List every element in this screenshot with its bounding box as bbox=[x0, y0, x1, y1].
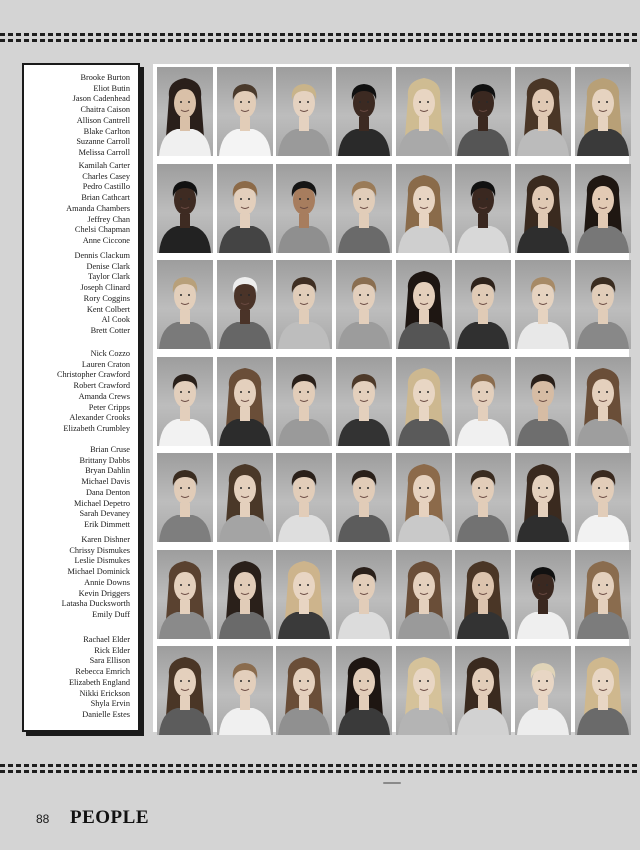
student-name: Charles Casey bbox=[82, 171, 130, 181]
film-strip-top-border bbox=[0, 33, 640, 42]
name-group bbox=[28, 635, 130, 721]
student-name: Brittany Dabbs bbox=[79, 455, 130, 465]
student-portrait bbox=[217, 550, 273, 639]
student-name: Kamilah Carter bbox=[78, 161, 130, 170]
student-portrait bbox=[396, 357, 452, 446]
film-strip-bottom-border bbox=[0, 764, 640, 773]
student-name: Joseph Clinard bbox=[80, 283, 130, 293]
student-name: Rachael Elder bbox=[83, 635, 130, 644]
student-portrait bbox=[217, 164, 273, 253]
student-portrait bbox=[396, 260, 452, 349]
student-portrait bbox=[276, 646, 332, 735]
student-portrait bbox=[336, 164, 392, 253]
student-portrait-grid bbox=[153, 64, 629, 732]
student-portrait bbox=[276, 260, 332, 349]
student-names-panel bbox=[22, 63, 140, 732]
student-portrait bbox=[276, 67, 332, 156]
student-portrait bbox=[217, 646, 273, 735]
student-name: Peter Cripps bbox=[88, 402, 130, 412]
student-portrait bbox=[515, 67, 571, 156]
student-name: Annie Downs bbox=[84, 577, 130, 587]
student-name: Emily Duff bbox=[92, 609, 130, 619]
student-name: Chelsi Chapman bbox=[74, 225, 130, 235]
student-name: Brett Cotter bbox=[90, 325, 130, 335]
student-portrait bbox=[575, 260, 631, 349]
student-portrait bbox=[217, 453, 273, 542]
student-name: Suzanne Carroll bbox=[76, 137, 130, 147]
student-name: Bryan Dahlin bbox=[85, 466, 130, 476]
student-portrait bbox=[336, 453, 392, 542]
student-name: Latasha Ducksworth bbox=[61, 599, 130, 609]
student-name: Sara Ellison bbox=[89, 656, 130, 666]
student-name: Robert Crawford bbox=[73, 381, 130, 391]
student-portrait bbox=[396, 164, 452, 253]
student-portrait bbox=[157, 646, 213, 735]
student-portrait bbox=[396, 550, 452, 639]
student-portrait bbox=[515, 550, 571, 639]
student-portrait bbox=[276, 453, 332, 542]
student-portrait bbox=[336, 357, 392, 446]
name-group bbox=[28, 73, 130, 159]
student-name: Eliot Butin bbox=[93, 83, 130, 93]
section-title: PEOPLE bbox=[70, 807, 150, 828]
student-portrait bbox=[157, 550, 213, 639]
student-name: Al Cook bbox=[101, 315, 130, 325]
student-portrait bbox=[455, 260, 511, 349]
student-portrait bbox=[336, 550, 392, 639]
student-portrait bbox=[455, 646, 511, 735]
name-group bbox=[28, 251, 130, 337]
student-portrait bbox=[217, 357, 273, 446]
student-portrait bbox=[455, 164, 511, 253]
student-name: Amanda Crews bbox=[78, 391, 130, 401]
student-portrait bbox=[157, 357, 213, 446]
student-name: Brooke Burton bbox=[80, 73, 130, 82]
student-name: Elizabeth England bbox=[68, 677, 130, 687]
student-name: Michael Davis bbox=[81, 477, 130, 487]
student-name: Pedro Castillo bbox=[82, 182, 130, 192]
student-name: Brian Cruse bbox=[90, 445, 130, 454]
student-portrait bbox=[217, 260, 273, 349]
student-name: Chaitra Caison bbox=[80, 105, 130, 115]
student-name: Leslie Dismukes bbox=[74, 556, 130, 566]
student-name: Jeffrey Chan bbox=[87, 214, 130, 224]
student-portrait bbox=[157, 164, 213, 253]
student-portrait bbox=[575, 453, 631, 542]
print-speck bbox=[383, 782, 401, 784]
student-portrait bbox=[396, 646, 452, 735]
student-name: Michael Dominick bbox=[67, 567, 130, 577]
student-name: Dennis Clackum bbox=[74, 251, 130, 260]
student-name: Dana Denton bbox=[85, 487, 130, 497]
student-portrait bbox=[575, 646, 631, 735]
student-portrait bbox=[515, 260, 571, 349]
student-portrait bbox=[455, 550, 511, 639]
student-name: Elizabeth Crumbley bbox=[63, 423, 130, 433]
student-portrait bbox=[336, 67, 392, 156]
student-portrait bbox=[515, 164, 571, 253]
student-portrait bbox=[217, 67, 273, 156]
student-name: Karen Dishner bbox=[81, 535, 130, 544]
student-name: Michael Depetro bbox=[74, 498, 130, 508]
student-name: Rick Elder bbox=[94, 645, 130, 655]
student-name: Danielle Estes bbox=[82, 709, 130, 719]
name-group bbox=[28, 161, 130, 247]
student-portrait bbox=[515, 646, 571, 735]
student-name: Alexander Crooks bbox=[69, 413, 130, 423]
student-portrait bbox=[276, 550, 332, 639]
student-portrait bbox=[515, 453, 571, 542]
page-number: 88 bbox=[36, 812, 50, 826]
student-name: Denise Clark bbox=[86, 261, 130, 271]
student-portrait bbox=[276, 357, 332, 446]
student-portrait bbox=[396, 453, 452, 542]
name-group bbox=[28, 535, 130, 621]
student-name: Brian Cathcart bbox=[81, 193, 130, 203]
student-name: Erik Dimmett bbox=[84, 519, 130, 529]
student-portrait bbox=[455, 67, 511, 156]
student-name: Taylor Clark bbox=[87, 272, 130, 282]
student-name: Allison Cantrell bbox=[76, 115, 130, 125]
student-name: Amanda Chambers bbox=[66, 203, 130, 213]
student-name: Kevin Driggers bbox=[78, 588, 130, 598]
student-name: Rory Coggins bbox=[83, 293, 130, 303]
student-portrait bbox=[575, 550, 631, 639]
student-portrait bbox=[575, 357, 631, 446]
student-name: Jason Cadenhead bbox=[72, 94, 130, 104]
student-portrait bbox=[575, 164, 631, 253]
student-portrait bbox=[396, 67, 452, 156]
student-portrait bbox=[575, 67, 631, 156]
student-name: Rebecca Emrich bbox=[75, 667, 130, 677]
student-portrait bbox=[455, 453, 511, 542]
student-name: Sarah Devaney bbox=[79, 509, 130, 519]
student-portrait bbox=[276, 164, 332, 253]
student-name: Anne Ciccone bbox=[82, 235, 130, 245]
student-name: Nick Cozzo bbox=[90, 349, 130, 358]
student-name: Kent Colbert bbox=[86, 304, 130, 314]
name-group bbox=[28, 445, 130, 531]
student-name: Blake Carlton bbox=[83, 126, 130, 136]
student-portrait bbox=[157, 260, 213, 349]
student-name: Lauren Craton bbox=[81, 359, 130, 369]
student-name: Christopher Crawford bbox=[56, 370, 130, 380]
student-name: Nikki Erickson bbox=[79, 688, 130, 698]
student-portrait bbox=[157, 453, 213, 542]
student-name: Chrissy Dismukes bbox=[69, 545, 130, 555]
student-portrait bbox=[515, 357, 571, 446]
student-name: Shyla Ervin bbox=[90, 699, 130, 709]
student-portrait bbox=[157, 67, 213, 156]
student-portrait bbox=[336, 260, 392, 349]
student-portrait bbox=[455, 357, 511, 446]
student-name: Melissa Carroll bbox=[78, 147, 130, 157]
student-portrait bbox=[336, 646, 392, 735]
name-group bbox=[28, 349, 130, 435]
